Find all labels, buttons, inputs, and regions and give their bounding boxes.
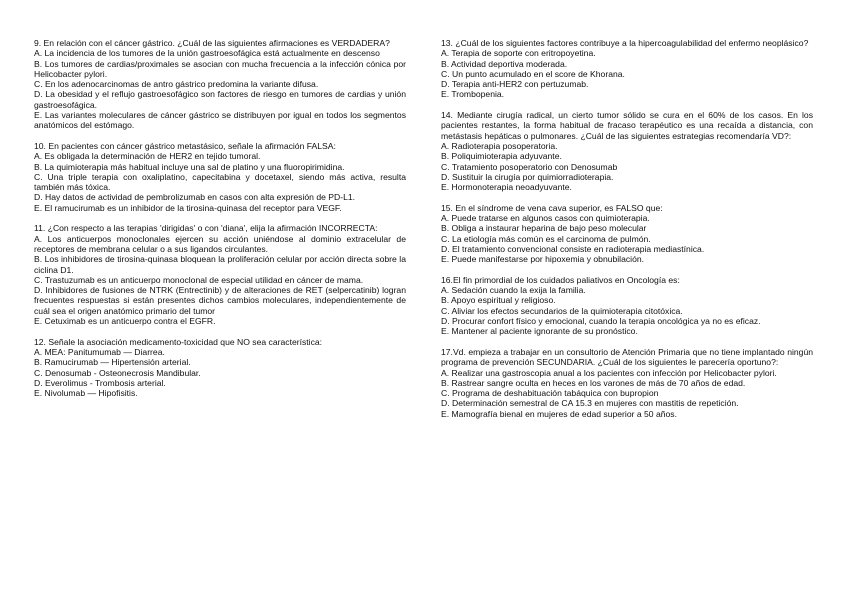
answer-option: B. Ramucirumab — Hipertensión arterial. bbox=[34, 357, 191, 368]
answer-option: A. Los anticuerpos monoclonales ejercen su acción uniéndose al dominio extracelular de receptores de membrana celular o a sus ligandos circulantes. bbox=[34, 233, 406, 254]
answer-option: D. Sustituir la cirugía por quimiorradioterapia. bbox=[441, 171, 614, 182]
question-block bbox=[34, 337, 406, 399]
answer-option: E. Mantener al paciente ignorante de su pronóstico. bbox=[441, 326, 638, 337]
answer-option: A. Es obligada la determinación de HER2 en tejido tumoral. bbox=[34, 151, 261, 162]
answer-option: C. Trastuzumab es un anticuerpo monoclonal de especial utilidad en cáncer de mama. bbox=[34, 274, 364, 285]
answer-option: C. Aliviar los efectos secundarios de la quimioterapia citotóxica. bbox=[441, 305, 683, 316]
answer-option: D. Hay datos de actividad de pembrolizumab en casos con alta expresión de PD-L1. bbox=[34, 192, 356, 203]
answer-option: B. Los tumores de cardias/proximales se asocian con mucha frecuencia a la infección cónica por Helicobacter pylori. bbox=[34, 58, 406, 79]
answer-option: E. Puede manifestarse por hipoxemia y obnubilación. bbox=[441, 254, 645, 265]
answer-option: A. La incidencia de los tumores de la unión gastroesofágica está actualmente en descenso bbox=[34, 48, 380, 59]
answer-option: E. Las variantes moleculares de cáncer gástrico se distribuyen por igual en todos los segmentos anatómicos del estómago. bbox=[34, 110, 406, 131]
answer-option: B. Los inhibidores de tirosina-quinasa bloquean la proliferación celular por acción directa sobre la ciclina D1. bbox=[34, 254, 406, 275]
answer-option: D. La obesidad y el reflujo gastroesofágico son factores de riesgo en tumores de cardias y unión gastroesofágica. bbox=[34, 89, 406, 110]
question-stem: 14. Mediante cirugía radical, un cierto tumor sólido se cura en el 60% de los casos. En los pacientes restantes, la forma habitual de fracaso terapéutico es una recaída a distancia, con metástasis hepáticas o pulmonares. ¿Cuál de las siguientes estrategias recomendaría VD?: bbox=[441, 110, 813, 141]
question-stem: 12. Señale la asociación medicamento-toxicidad que NO sea característica: bbox=[34, 336, 323, 347]
answer-option: B. La quimioterapia más habitual incluye una sal de platino y una fluoropirimidina. bbox=[34, 161, 345, 172]
answer-option: B. Obliga a instaurar heparina de bajo peso molecular bbox=[441, 223, 647, 234]
question-block bbox=[34, 141, 406, 213]
question-block bbox=[441, 347, 813, 419]
answer-option: C. Una triple terapia con oxaliplatino, capecitabina y docetaxel, siendo más activa, resulta también más tóxica. bbox=[34, 171, 406, 193]
question-stem: 10. En pacientes con cáncer gástrico metastásico, señale la afirmación FALSA: bbox=[34, 140, 336, 151]
answer-option: D. Terapia anti-HER2 con pertuzumab. bbox=[441, 79, 589, 90]
right-column bbox=[441, 38, 813, 429]
answer-option: A. Terapia de soporte con eritropoyetina. bbox=[441, 48, 596, 59]
answer-option: E. Trombopenia. bbox=[441, 89, 505, 100]
answer-option: B. Poliquimioterapia adyuvante. bbox=[441, 151, 562, 162]
answer-option: A. MEA: Panitumumab — Diarrea. bbox=[34, 346, 165, 357]
answer-option: D. El tratamiento convencional consiste en radioterapia mediastínica. bbox=[441, 243, 705, 254]
answer-option: C. Programa de deshabituación tabáquica con bupropion bbox=[441, 388, 659, 399]
question-block bbox=[441, 110, 813, 192]
answer-option: B. Rastrear sangre oculta en heces en los varones de más de 70 años de edad. bbox=[441, 377, 746, 388]
answer-option: C. La etiología más común es el carcinoma de pulmón. bbox=[441, 233, 651, 244]
answer-option: E. Nivolumab — Hipofisitis. bbox=[34, 388, 138, 399]
answer-option: D. Inhibidores de fusiones de NTRK (Entrectinib) y de alteraciones de RET (selpercatinib) logran frecuentes respuestas si están presentes dichos cambios moleculares, independientemente de cuál sea el origen anatómico primario del tumor bbox=[34, 285, 406, 316]
question-block bbox=[34, 223, 406, 326]
question-stem: 17.Vd. empieza a trabajar en un consultorio de Atención Primaria que no tiene implantado ningún programa de prevención SECUNDARIA. ¿Cuál de los siguientes le parecería oportuno?: bbox=[441, 346, 813, 368]
question-stem: 13. ¿Cuál de los siguientes factores contribuye a la hipercoagulabilidad del enfermo neoplásico? bbox=[441, 38, 809, 48]
answer-option: E. Hormonoterapia neoadyuvante. bbox=[441, 182, 572, 193]
answer-option: D. Procurar confort físico y emocional, cuando la terapia oncológica ya no es eficaz. bbox=[441, 316, 761, 327]
answer-option: A. Realizar una gastroscopia anual a los pacientes con infección por Helicobacter pylori. bbox=[441, 367, 777, 378]
answer-option: C. Un punto acumulado en el score de Khorana. bbox=[441, 68, 625, 79]
question-block bbox=[34, 38, 406, 131]
question-block bbox=[441, 203, 813, 265]
question-block bbox=[441, 275, 813, 337]
answer-option: A. Radioterapia posoperatoria. bbox=[441, 140, 558, 151]
answer-option: E. Mamografía bienal en mujeres de edad superior a 50 años. bbox=[441, 408, 677, 419]
question-stem: 9. En relación con el cáncer gástrico. ¿Cuál de las siguientes afirmaciones es VERDADERA? bbox=[34, 38, 390, 48]
question-block bbox=[441, 38, 813, 100]
answer-option: D. Everolimus - Trombosis arterial. bbox=[34, 377, 166, 388]
answer-option: D. Determinación semestral de CA 15.3 en mujeres con mastitis de repetición. bbox=[441, 398, 739, 409]
answer-option: A. Puede tratarse en algunos casos con quimioterapia. bbox=[441, 213, 650, 224]
question-stem: 15. En el síndrome de vena cava superior, es FALSO que: bbox=[441, 202, 663, 213]
answer-option: C. Tratamiento posoperatorio con Denosumab bbox=[441, 161, 618, 172]
answer-option: A. Sedación cuando la exija la familia. bbox=[441, 285, 586, 296]
answer-option: B. Actividad deportiva moderada. bbox=[441, 58, 568, 69]
question-stem: 16.El fin primordial de los cuidados paliativos en Oncología es: bbox=[441, 274, 680, 285]
answer-option: E. El ramucirumab es un inhibidor de la tirosina-quinasa del receptor para VEGF. bbox=[34, 202, 342, 213]
answer-option: B. Apoyo espiritual y religioso. bbox=[441, 295, 556, 306]
answer-option: E. Cetuximab es un anticuerpo contra el EGFR. bbox=[34, 316, 216, 327]
question-stem: 11. ¿Con respecto a las terapias 'dirigidas' o con 'diana', elija la afirmación INCORRECTA: bbox=[34, 223, 378, 234]
left-column bbox=[34, 38, 406, 409]
answer-option: C. En los adenocarcinomas de antro gástrico predomina la variante difusa. bbox=[34, 79, 319, 90]
answer-option: C. Denosumab - Osteonecrosis Mandibular. bbox=[34, 367, 201, 378]
